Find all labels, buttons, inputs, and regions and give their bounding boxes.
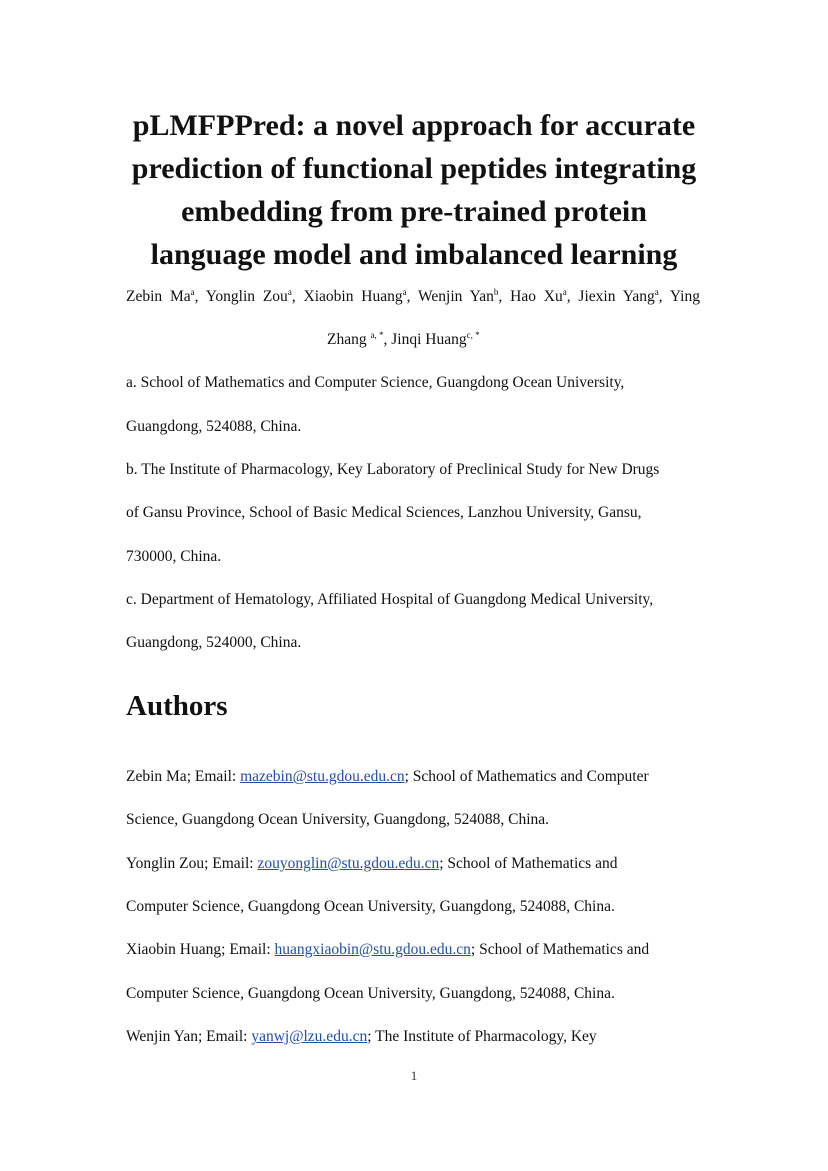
author-separator: , [498,288,511,305]
author-entry-text: ; School of Mathematics and Computer [404,768,649,785]
affiliation-line: of Gansu Province, School of Basic Medical Sciences, Lanzhou University, Gansu, [126,504,642,521]
affiliation-line: a. School of Mathematics and Computer Science, Guangdong Ocean University, [126,374,625,391]
page-number: 1 [410,1068,418,1083]
author-entry-line [126,941,649,959]
author-separator: , [406,288,419,305]
email-link[interactable]: zouyonglin@stu.gdou.edu.cn [257,855,440,872]
paper-title [100,104,728,276]
author-entry-line [126,768,649,786]
affiliation-line: c. Department of Hematology, Affiliated Hospital of Guangdong Medical University, [126,591,654,608]
author-name: Wenjin Yan [418,288,494,305]
email-link[interactable]: yanwj@lzu.edu.cn [251,1028,368,1045]
author-name: Xiaobin Huang [303,288,403,305]
author-entry-text: Xiaobin Huang; Email: [126,941,275,958]
author-entry-text: ; The Institute of Pharmacology, Key [367,1028,597,1045]
author-affil-mark: a, * [370,330,384,340]
author-entry-line: Computer Science, Guangdong Ocean University, Guangdong, 524088, China. [126,985,615,1002]
author-entry-text: ; School of Mathematics and [439,855,618,872]
author-list-line-1 [126,288,700,306]
email-link[interactable]: huangxiaobin@stu.gdou.edu.cn [274,941,471,958]
author-affil-mark: a [562,287,567,297]
author-affil-mark: a [190,287,195,297]
author-separator: , [658,288,670,305]
author-affil-mark: a [654,287,659,297]
author-affil-mark: a [287,287,292,297]
affiliation-line: Guangdong, 524088, China. [126,418,302,435]
author-name: Ying [669,288,700,305]
author-separator: , [566,288,579,305]
affiliation-line: b. The Institute of Pharmacology, Key Laboratory of Preclinical Study for New Drugs [126,461,660,478]
author-entry-text: ; School of Mathematics and [470,941,650,958]
author-entry-text: Yonglin Zou; Email: [126,855,258,872]
author-separator: , [383,331,392,348]
author-affil-mark: b [493,287,499,297]
title-line: pLMFPPred: a novel approach for accurate [132,109,696,142]
affiliation-line: 730000, China. [126,548,222,565]
author-affil-mark: c, * [466,330,480,340]
author-entry-line: Science, Guangdong Ocean University, Guangdong, 524088, China. [126,811,550,828]
author-name: Zhang [327,331,371,348]
title-line: embedding from pre-trained protein [181,195,647,228]
author-name: Hao Xu [510,288,563,305]
author-affil-mark: a [402,287,407,297]
author-separator: , [291,288,304,305]
affiliation-line: Guangdong, 524000, China. [126,634,302,651]
title-line: prediction of functional peptides integrating [131,152,697,185]
author-entry-text: Wenjin Yan; Email: [126,1028,252,1045]
title-line: language model and imbalanced learning [150,238,678,271]
author-separator: , [194,288,206,305]
author-name: Yonglin Zou [205,288,288,305]
author-entry-line: Computer Science, Guangdong Ocean University, Guangdong, 524088, China. [126,898,615,915]
author-list-line-2 [327,331,480,349]
email-link[interactable]: mazebin@stu.gdou.edu.cn [240,768,405,785]
author-name: Jiexin Yang [578,288,655,305]
author-name: Jinqi Huang [391,331,467,348]
author-entry-line [126,1028,597,1046]
author-entry-line [126,855,617,873]
author-entry-text: Zebin Ma; Email: [126,768,241,785]
author-name: Zebin Ma [126,288,191,305]
section-heading-authors: Authors [126,690,228,722]
